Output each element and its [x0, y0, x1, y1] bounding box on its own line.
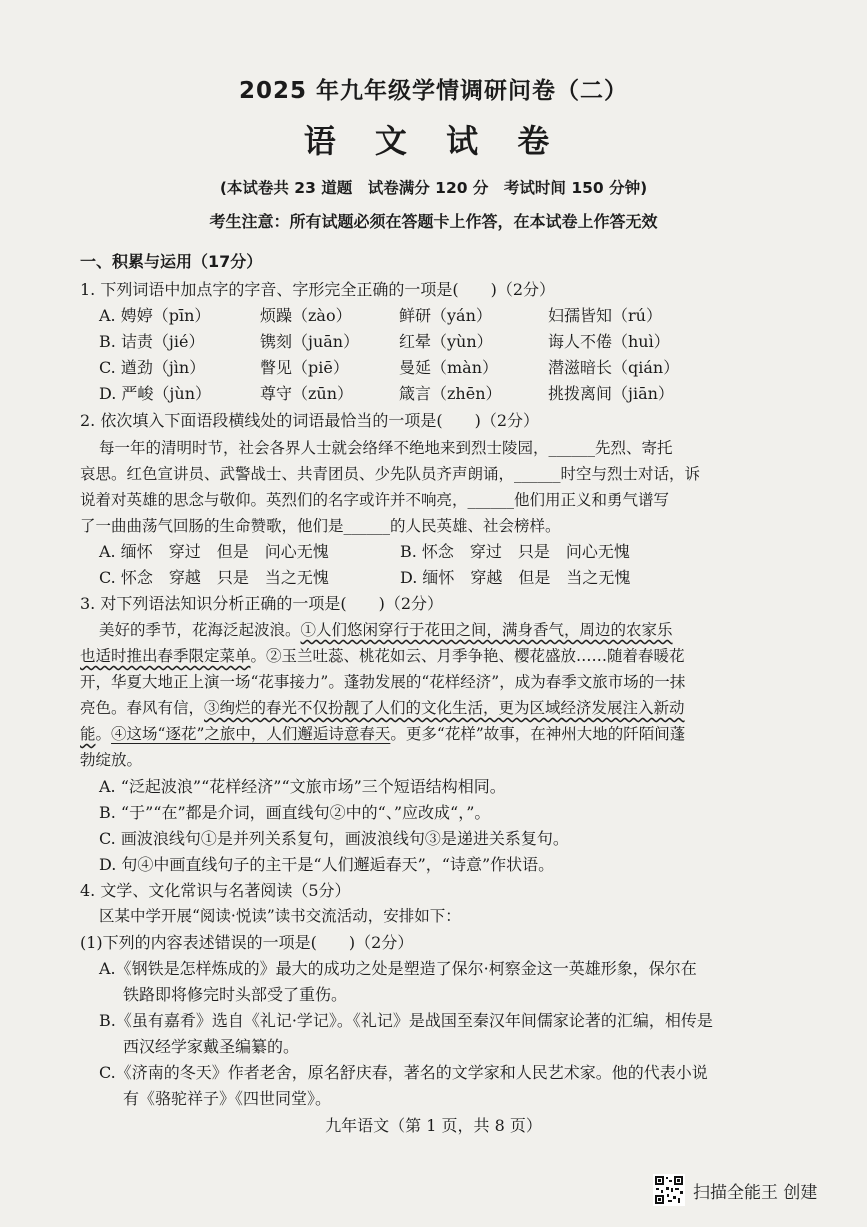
q3-passage-line: 开，华夏大地正上演一场“花事接力”。蓬勃发展的“花样经济”，成为春季文旅市场的一抹	[80, 673, 686, 691]
q3-text: 。更多“花样”故事，在神州大地的阡陌间蓬	[390, 725, 686, 743]
q3-passage-line: 勃绽放。	[80, 751, 143, 769]
q1-cell: C. 遒劲（jìn）	[99, 358, 206, 377]
q1-cell: 潜滋暗长（qián）	[548, 358, 680, 377]
q2-stem: 2. 依次填入下面语段横线处的词语最恰当的一项是( )（2分）	[80, 411, 540, 430]
q1-cell: 曼延（màn）	[399, 358, 499, 377]
q2-option-b: B. 怀念 穿过 只是 问心无愧	[400, 542, 630, 561]
q1-cell: D. 严峻（jùn）	[99, 384, 212, 403]
q1-cell: 瞥见（piē）	[260, 358, 349, 377]
exam-title: 2025 年九年级学情调研问卷（二）	[238, 78, 629, 104]
q3-straight-sentence-4: ④这场“逐花”之旅中，人们邂逅诗意春天	[111, 725, 391, 743]
q3-text: 。②玉兰吐蕊、桃花如云、月季争艳、樱花盛放……随着春暖花	[250, 647, 685, 665]
qr-code-icon	[653, 1174, 685, 1206]
q4-intro: 区某中学开展“阅读·悦读”读书交流活动，安排如下：	[99, 907, 461, 925]
q1-stem: 1. 下列词语中加点字的字音、字形完全正确的一项是( )（2分）	[80, 280, 556, 299]
q3-option-a: A. “泛起波浪”“花样经济”“文旅市场”三个短语结构相同。	[99, 777, 506, 796]
q3-wavy-sentence-1-cont: 也适时推出春季限定菜单	[80, 647, 251, 665]
scanner-label: 扫描全能王 创建	[693, 1182, 818, 1203]
q1-cell: 妇孺皆知（rú）	[548, 306, 662, 325]
q3-stem: 3. 对下列语法知识分析正确的一项是( )（2分）	[80, 594, 444, 613]
q3-passage-line	[99, 618, 673, 640]
q2-option-c: C. 怀念 穿越 只是 当之无愧	[99, 568, 329, 587]
q4-option-c: C.《济南的冬天》作者老舍，原名舒庆春，著名的文学家和人民艺术家。他的代表小说	[99, 1063, 708, 1082]
q4-option-c-cont: 有《骆驼祥子》《四世同堂》。	[123, 1089, 332, 1108]
q3-option-c: C. 画波浪线句①是并列关系复句，画波浪线句③是递进关系复句。	[99, 829, 569, 848]
q3-text: 亮色。春风有信，	[80, 699, 205, 717]
q1-cell: A. 娉婷（pīn）	[99, 306, 211, 325]
q1-cell: 尊守（zūn）	[260, 384, 354, 403]
q1-cell: 箴言（zhēn）	[399, 384, 502, 403]
q4-stem: 4. 文学、文化常识与名著阅读（5分）	[80, 881, 351, 900]
q2-passage-line: 说着对英雄的思念与敬仰。英烈们的名字或许并不响亮，______他们用正义和勇气谱写	[80, 491, 670, 509]
exam-info: (本试卷共 23 道题 试卷满分 120 分 考试时间 150 分钟)	[219, 179, 648, 197]
q3-wavy-sentence-3-cont: 能	[80, 725, 96, 743]
q3-wavy-sentence-1: ①人们悠闲穿行于花田之间，满身香气，周边的农家乐	[300, 621, 673, 639]
q4-option-a: A.《钢铁是怎样炼成的》最大的成功之处是塑造了保尔·柯察金这一英雄形象，保尔在	[99, 959, 697, 978]
scanner-watermark	[653, 1174, 817, 1206]
q3-passage-line	[80, 644, 685, 666]
q1-cell: B. 诘责（jié）	[99, 332, 205, 351]
q4-option-b: B.《虽有嘉肴》选自《礼记·学记》。《礼记》是战国至秦汉年间儒家论著的汇编，相传是	[99, 1011, 713, 1030]
q3-text: 。	[95, 725, 112, 743]
q3-passage-line	[80, 696, 685, 718]
q2-passage-line: 哀思。红色宣讲员、武警战士、共青团员、少先队员齐声朗诵，______时空与烈士对话，诉	[80, 465, 701, 483]
q2-option-a: A. 缅怀 穿过 但是 问心无愧	[99, 542, 329, 561]
page-footer: 九年语文（第 1 页，共 8 页）	[325, 1116, 542, 1135]
section-heading: 一、积累与运用（17分）	[80, 252, 263, 271]
q1-cell: 挑拨离间（jiān）	[548, 384, 674, 403]
q4-option-b-cont: 西汉经学家戴圣编纂的。	[123, 1037, 300, 1056]
q4-option-a-cont: 铁路即将修完时头部受了重伤。	[123, 985, 348, 1004]
q2-option-d: D. 缅怀 穿越 但是 当之无愧	[400, 568, 631, 587]
q2-passage-line: 了一曲曲荡气回肠的生命赞歌，他们是______的人民英雄、社会榜样。	[80, 517, 561, 535]
q3-option-d: D. 句④中画直线句子的主干是“人们邂逅春天”，“诗意”作状语。	[99, 855, 555, 874]
q3-wavy-sentence-3: ③绚烂的春光不仅扮靓了人们的文化生活，更为区域经济发展注入新动	[204, 699, 685, 717]
q1-cell: 诲人不倦（huì）	[548, 332, 670, 351]
q4-sub1-stem: (1)下列的内容表述错误的一项是( )（2分）	[80, 933, 414, 952]
q2-passage-line: 每一年的清明时节，社会各界人士就会络绎不绝地来到烈士陵园，______先烈、寄托	[99, 439, 673, 457]
exam-subtitle: 语 文 试 卷	[303, 122, 564, 160]
q1-cell: 镌刻（juān）	[260, 332, 360, 351]
q1-cell: 红晕（yùn）	[399, 332, 493, 351]
q3-passage-line	[80, 722, 685, 744]
q3-option-b: B. “于”“在”都是介词，画直线句②中的“、”应改成“，”。	[99, 803, 491, 822]
q3-text: 美好的季节，花海泛起波浪。	[99, 621, 301, 639]
exam-notice: 考生注意：所有试题必须在答题卡上作答，在本试卷上作答无效	[209, 212, 658, 231]
q1-cell: 鲜研（yán）	[399, 306, 492, 325]
q1-cell: 烦躁（zào）	[260, 306, 352, 325]
